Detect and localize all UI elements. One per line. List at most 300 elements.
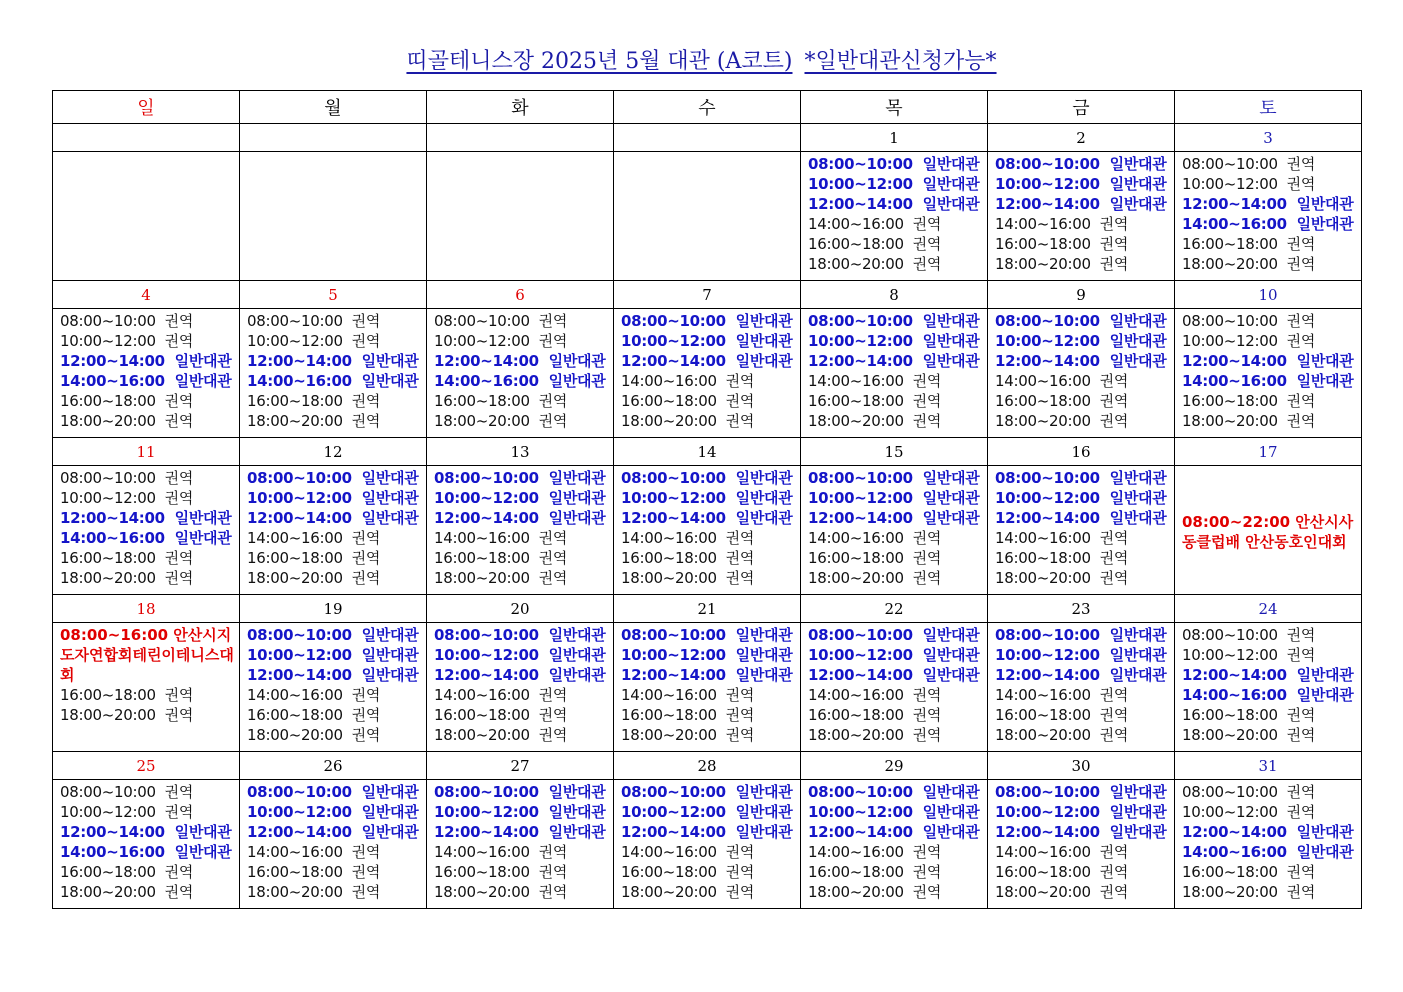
slot-time: 14:00~16:00 bbox=[995, 686, 1091, 704]
slot-booked bbox=[808, 705, 987, 725]
date-number: 3 bbox=[1175, 124, 1362, 152]
slot-label: 일반대관 bbox=[922, 332, 980, 350]
slot-time: 18:00~20:00 bbox=[1182, 412, 1278, 430]
slot-available bbox=[434, 822, 613, 842]
slot-booked bbox=[621, 371, 800, 391]
slot-label: 권역 bbox=[351, 863, 381, 881]
slot-booked bbox=[1182, 645, 1361, 665]
slot-time: 16:00~18:00 bbox=[60, 549, 156, 567]
slot-booked bbox=[247, 411, 426, 431]
slot-label: 일반대관 bbox=[922, 489, 980, 507]
slot-available bbox=[247, 488, 426, 508]
day-schedule-cell bbox=[427, 780, 614, 909]
slot-booked bbox=[1182, 862, 1361, 882]
slot-time: 14:00~16:00 bbox=[621, 372, 717, 390]
slot-time: 08:00~10:00 bbox=[808, 469, 913, 487]
slot-booked bbox=[808, 371, 987, 391]
slot-booked bbox=[247, 548, 426, 568]
slot-label: 권역 bbox=[1286, 155, 1316, 173]
date-number: 8 bbox=[801, 281, 988, 309]
slot-label: 권역 bbox=[164, 489, 194, 507]
event-text: 08:00~16:00 안산시지도자연합회테린이테니스대회 bbox=[60, 626, 234, 684]
slot-label: 권역 bbox=[1286, 332, 1316, 350]
slot-label: 일반대관 bbox=[548, 666, 606, 684]
slot-available bbox=[995, 645, 1174, 665]
slot-time: 14:00~16:00 bbox=[808, 372, 904, 390]
date-number: 14 bbox=[614, 438, 801, 466]
slot-label: 권역 bbox=[164, 469, 194, 487]
slot-label: 일반대관 bbox=[1296, 215, 1354, 233]
slot-available bbox=[1182, 194, 1361, 214]
date-number bbox=[240, 124, 427, 152]
slot-booked bbox=[995, 882, 1174, 902]
slot-booked bbox=[60, 468, 239, 488]
slot-booked bbox=[60, 782, 239, 802]
slot-booked bbox=[621, 411, 800, 431]
day-schedule bbox=[614, 780, 800, 902]
title-sub: *일반대관신청가능* bbox=[804, 49, 997, 74]
slot-booked bbox=[808, 391, 987, 411]
slot-booked bbox=[995, 391, 1174, 411]
slot-booked bbox=[621, 548, 800, 568]
slot-time: 12:00~14:00 bbox=[60, 823, 165, 841]
slot-label: 일반대관 bbox=[922, 626, 980, 644]
slot-time: 18:00~20:00 bbox=[434, 569, 530, 587]
slot-time: 18:00~20:00 bbox=[247, 569, 343, 587]
day-schedule-cell bbox=[53, 466, 240, 595]
slot-available bbox=[808, 782, 987, 802]
day-schedule bbox=[614, 466, 800, 588]
slot-time: 08:00~10:00 bbox=[247, 469, 352, 487]
slot-time: 12:00~14:00 bbox=[808, 352, 913, 370]
slot-label: 일반대관 bbox=[922, 823, 980, 841]
slot-booked bbox=[621, 882, 800, 902]
slot-label: 권역 bbox=[725, 843, 755, 861]
slot-time: 16:00~18:00 bbox=[808, 706, 904, 724]
slot-booked bbox=[995, 725, 1174, 745]
date-row bbox=[53, 438, 1362, 466]
slot-label: 권역 bbox=[725, 726, 755, 744]
slot-label: 권역 bbox=[912, 569, 942, 587]
slot-label: 일반대관 bbox=[1109, 195, 1167, 213]
slot-available bbox=[247, 468, 426, 488]
slot-time: 16:00~18:00 bbox=[995, 706, 1091, 724]
slot-time: 14:00~16:00 bbox=[621, 686, 717, 704]
slot-booked bbox=[1182, 391, 1361, 411]
slot-time: 18:00~20:00 bbox=[808, 412, 904, 430]
day-schedule-cell bbox=[53, 152, 240, 281]
slot-label: 권역 bbox=[538, 549, 568, 567]
slot-label: 일반대관 bbox=[361, 489, 419, 507]
slot-booked bbox=[60, 331, 239, 351]
slot-time: 16:00~18:00 bbox=[434, 706, 530, 724]
day-schedule-cell bbox=[614, 623, 801, 752]
slot-available bbox=[60, 842, 239, 862]
slot-available bbox=[808, 508, 987, 528]
slot-label: 일반대관 bbox=[548, 803, 606, 821]
slot-available bbox=[434, 802, 613, 822]
slot-available bbox=[621, 782, 800, 802]
slot-label: 일반대관 bbox=[174, 372, 232, 390]
day-schedule bbox=[801, 309, 987, 431]
slot-time: 08:00~10:00 bbox=[621, 469, 726, 487]
slot-time: 10:00~12:00 bbox=[60, 803, 156, 821]
slot-available bbox=[60, 528, 239, 548]
slot-time: 14:00~16:00 bbox=[434, 843, 530, 861]
slot-label: 권역 bbox=[912, 255, 942, 273]
slot-label: 일반대관 bbox=[548, 823, 606, 841]
slot-booked bbox=[995, 411, 1174, 431]
slot-available bbox=[434, 625, 613, 645]
slot-booked bbox=[995, 685, 1174, 705]
slot-booked bbox=[808, 842, 987, 862]
day-schedule-cell bbox=[801, 466, 988, 595]
slot-time: 10:00~12:00 bbox=[247, 803, 352, 821]
slot-time: 14:00~16:00 bbox=[808, 843, 904, 861]
slot-available bbox=[247, 508, 426, 528]
slot-time: 12:00~14:00 bbox=[60, 352, 165, 370]
slot-time: 16:00~18:00 bbox=[995, 392, 1091, 410]
slot-label: 일반대관 bbox=[361, 823, 419, 841]
slot-time: 18:00~20:00 bbox=[60, 706, 156, 724]
slot-available bbox=[621, 625, 800, 645]
date-number bbox=[53, 124, 240, 152]
day-schedule-cell bbox=[801, 309, 988, 438]
slot-label: 권역 bbox=[912, 215, 942, 233]
slot-time: 14:00~16:00 bbox=[995, 529, 1091, 547]
schedule-row bbox=[53, 152, 1362, 281]
day-schedule-cell bbox=[53, 309, 240, 438]
day-schedule bbox=[801, 466, 987, 588]
slot-available bbox=[60, 351, 239, 371]
slot-time: 08:00~10:00 bbox=[434, 626, 539, 644]
slot-available bbox=[808, 645, 987, 665]
slot-label: 권역 bbox=[1099, 392, 1129, 410]
slot-booked bbox=[60, 802, 239, 822]
event-text: 08:00~22:00 안산시사동클럽배 안산동호인대회 bbox=[1182, 513, 1354, 551]
slot-booked bbox=[995, 528, 1174, 548]
slot-booked bbox=[995, 705, 1174, 725]
slot-label: 권역 bbox=[912, 412, 942, 430]
slot-available bbox=[621, 645, 800, 665]
slot-time: 08:00~10:00 bbox=[621, 312, 726, 330]
slot-label: 권역 bbox=[164, 706, 194, 724]
day-schedule-cell bbox=[988, 623, 1175, 752]
slot-label: 일반대관 bbox=[922, 803, 980, 821]
slot-time: 12:00~14:00 bbox=[995, 666, 1100, 684]
slot-available bbox=[808, 802, 987, 822]
slot-time: 18:00~20:00 bbox=[434, 412, 530, 430]
slot-time: 14:00~16:00 bbox=[995, 372, 1091, 390]
slot-time: 12:00~14:00 bbox=[60, 509, 165, 527]
slot-label: 일반대관 bbox=[1296, 823, 1354, 841]
slot-label: 일반대관 bbox=[735, 332, 793, 350]
date-row bbox=[53, 595, 1362, 623]
slot-booked bbox=[1182, 802, 1361, 822]
slot-booked bbox=[434, 411, 613, 431]
day-schedule-cell bbox=[988, 466, 1175, 595]
slot-time: 08:00~10:00 bbox=[808, 783, 913, 801]
slot-time: 18:00~20:00 bbox=[621, 726, 717, 744]
slot-available bbox=[995, 351, 1174, 371]
slot-label: 일반대관 bbox=[735, 783, 793, 801]
slot-label: 일반대관 bbox=[548, 646, 606, 664]
slot-time: 16:00~18:00 bbox=[621, 863, 717, 881]
slot-time: 10:00~12:00 bbox=[808, 175, 913, 193]
date-number: 5 bbox=[240, 281, 427, 309]
slot-label: 일반대관 bbox=[735, 509, 793, 527]
slot-label: 권역 bbox=[538, 883, 568, 901]
slot-label: 권역 bbox=[1099, 412, 1129, 430]
day-schedule-cell bbox=[1175, 780, 1362, 909]
slot-available bbox=[434, 488, 613, 508]
slot-booked bbox=[60, 391, 239, 411]
slot-label: 권역 bbox=[1286, 235, 1316, 253]
day-schedule-cell bbox=[53, 780, 240, 909]
slot-time: 12:00~14:00 bbox=[434, 666, 539, 684]
date-number bbox=[427, 124, 614, 152]
day-schedule bbox=[614, 152, 800, 154]
slot-time: 16:00~18:00 bbox=[808, 549, 904, 567]
date-row bbox=[53, 124, 1362, 152]
slot-booked bbox=[60, 311, 239, 331]
date-number: 25 bbox=[53, 752, 240, 780]
day-schedule-cell bbox=[240, 309, 427, 438]
slot-booked bbox=[434, 528, 613, 548]
slot-time: 10:00~12:00 bbox=[995, 175, 1100, 193]
slot-booked bbox=[621, 391, 800, 411]
slot-time: 14:00~16:00 bbox=[1182, 215, 1287, 233]
slot-time: 12:00~14:00 bbox=[434, 823, 539, 841]
slot-available bbox=[247, 665, 426, 685]
slot-label: 일반대관 bbox=[548, 509, 606, 527]
slot-time: 14:00~16:00 bbox=[434, 686, 530, 704]
slot-time: 12:00~14:00 bbox=[621, 823, 726, 841]
slot-available bbox=[808, 154, 987, 174]
day-schedule bbox=[53, 623, 239, 725]
slot-time: 12:00~14:00 bbox=[1182, 352, 1287, 370]
slot-available bbox=[995, 625, 1174, 645]
slot-booked bbox=[621, 685, 800, 705]
slot-label: 일반대관 bbox=[735, 646, 793, 664]
slot-time: 16:00~18:00 bbox=[60, 686, 156, 704]
slot-time: 16:00~18:00 bbox=[247, 549, 343, 567]
slot-label: 일반대관 bbox=[174, 509, 232, 527]
date-number: 30 bbox=[988, 752, 1175, 780]
slot-label: 일반대관 bbox=[361, 666, 419, 684]
slot-available bbox=[808, 665, 987, 685]
slot-time: 16:00~18:00 bbox=[808, 392, 904, 410]
slot-label: 일반대관 bbox=[1109, 783, 1167, 801]
slot-time: 16:00~18:00 bbox=[808, 235, 904, 253]
slot-time: 14:00~16:00 bbox=[60, 843, 165, 861]
slot-available bbox=[247, 645, 426, 665]
slot-available bbox=[621, 822, 800, 842]
slot-time: 16:00~18:00 bbox=[434, 549, 530, 567]
slot-time: 16:00~18:00 bbox=[60, 863, 156, 881]
slot-label: 권역 bbox=[1099, 883, 1129, 901]
slot-time: 08:00~10:00 bbox=[1182, 312, 1278, 330]
slot-label: 권역 bbox=[164, 569, 194, 587]
date-number: 16 bbox=[988, 438, 1175, 466]
slot-available bbox=[808, 351, 987, 371]
page-title bbox=[0, 44, 1403, 75]
slot-time: 10:00~12:00 bbox=[434, 803, 539, 821]
slot-label: 권역 bbox=[164, 783, 194, 801]
slot-booked bbox=[247, 882, 426, 902]
slot-available bbox=[621, 311, 800, 331]
slot-label: 권역 bbox=[912, 843, 942, 861]
slot-time: 10:00~12:00 bbox=[1182, 175, 1278, 193]
date-number: 26 bbox=[240, 752, 427, 780]
slot-available bbox=[808, 822, 987, 842]
slot-label: 일반대관 bbox=[735, 469, 793, 487]
slot-time: 14:00~16:00 bbox=[995, 215, 1091, 233]
slot-label: 권역 bbox=[351, 569, 381, 587]
date-number: 6 bbox=[427, 281, 614, 309]
slot-booked bbox=[808, 882, 987, 902]
slot-label: 권역 bbox=[1099, 726, 1129, 744]
slot-booked bbox=[1182, 331, 1361, 351]
slot-label: 권역 bbox=[1286, 883, 1316, 901]
slot-booked bbox=[247, 842, 426, 862]
day-schedule bbox=[1175, 780, 1361, 902]
slot-time: 10:00~12:00 bbox=[60, 332, 156, 350]
slot-label: 권역 bbox=[912, 726, 942, 744]
slot-booked bbox=[434, 331, 613, 351]
day-schedule bbox=[427, 309, 613, 431]
slot-label: 일반대관 bbox=[1109, 489, 1167, 507]
day-schedule bbox=[988, 623, 1174, 745]
slot-time: 10:00~12:00 bbox=[1182, 646, 1278, 664]
day-schedule-cell bbox=[988, 152, 1175, 281]
slot-booked bbox=[808, 214, 987, 234]
slot-time: 10:00~12:00 bbox=[1182, 803, 1278, 821]
slot-label: 권역 bbox=[538, 686, 568, 704]
slot-time: 12:00~14:00 bbox=[808, 195, 913, 213]
slot-label: 권역 bbox=[164, 412, 194, 430]
slot-label: 일반대관 bbox=[735, 312, 793, 330]
date-number: 22 bbox=[801, 595, 988, 623]
slot-label: 일반대관 bbox=[735, 803, 793, 821]
slot-time: 16:00~18:00 bbox=[1182, 706, 1278, 724]
slot-time: 08:00~10:00 bbox=[60, 783, 156, 801]
slot-time: 14:00~16:00 bbox=[1182, 843, 1287, 861]
slot-available bbox=[621, 802, 800, 822]
slot-time: 16:00~18:00 bbox=[1182, 392, 1278, 410]
slot-booked bbox=[808, 862, 987, 882]
slot-time: 14:00~16:00 bbox=[60, 529, 165, 547]
slot-time: 12:00~14:00 bbox=[621, 509, 726, 527]
slot-label: 일반대관 bbox=[361, 352, 419, 370]
slot-label: 일반대관 bbox=[361, 509, 419, 527]
slot-booked bbox=[434, 568, 613, 588]
slot-available bbox=[1182, 822, 1361, 842]
slot-time: 10:00~12:00 bbox=[621, 332, 726, 350]
slot-time: 08:00~10:00 bbox=[621, 626, 726, 644]
day-schedule-cell bbox=[1175, 309, 1362, 438]
slot-time: 14:00~16:00 bbox=[434, 372, 539, 390]
day-schedule-cell bbox=[240, 152, 427, 281]
weekday-sat: 토 bbox=[1175, 91, 1362, 124]
date-number: 2 bbox=[988, 124, 1175, 152]
slot-label: 일반대관 bbox=[922, 175, 980, 193]
slot-label: 권역 bbox=[164, 332, 194, 350]
date-number: 18 bbox=[53, 595, 240, 623]
slot-booked bbox=[808, 548, 987, 568]
slot-label: 권역 bbox=[1286, 312, 1316, 330]
slot-label: 권역 bbox=[538, 726, 568, 744]
slot-label: 일반대관 bbox=[735, 666, 793, 684]
slot-available bbox=[995, 194, 1174, 214]
day-schedule bbox=[988, 466, 1174, 588]
slot-available bbox=[247, 822, 426, 842]
slot-time: 12:00~14:00 bbox=[808, 666, 913, 684]
slot-booked bbox=[1182, 411, 1361, 431]
slot-time: 14:00~16:00 bbox=[1182, 372, 1287, 390]
day-schedule bbox=[240, 466, 426, 588]
slot-label: 권역 bbox=[351, 686, 381, 704]
slot-label: 일반대관 bbox=[174, 529, 232, 547]
slot-available bbox=[808, 331, 987, 351]
slot-booked bbox=[434, 882, 613, 902]
slot-time: 10:00~12:00 bbox=[60, 489, 156, 507]
slot-label: 일반대관 bbox=[174, 843, 232, 861]
date-number: 27 bbox=[427, 752, 614, 780]
day-schedule-cell bbox=[614, 466, 801, 595]
slot-time: 12:00~14:00 bbox=[1182, 195, 1287, 213]
slot-label: 권역 bbox=[164, 883, 194, 901]
day-schedule bbox=[801, 780, 987, 902]
slot-label: 일반대관 bbox=[922, 666, 980, 684]
slot-label: 권역 bbox=[538, 529, 568, 547]
slot-label: 권역 bbox=[1099, 529, 1129, 547]
slot-label: 일반대관 bbox=[1296, 372, 1354, 390]
slot-time: 12:00~14:00 bbox=[247, 666, 352, 684]
slot-booked bbox=[995, 842, 1174, 862]
slot-booked bbox=[621, 725, 800, 745]
slot-time: 16:00~18:00 bbox=[1182, 235, 1278, 253]
slot-label: 권역 bbox=[725, 686, 755, 704]
slot-label: 일반대관 bbox=[922, 155, 980, 173]
slot-label: 권역 bbox=[351, 843, 381, 861]
date-number: 17 bbox=[1175, 438, 1362, 466]
slot-available bbox=[60, 508, 239, 528]
slot-label: 권역 bbox=[725, 549, 755, 567]
slot-available bbox=[621, 488, 800, 508]
slot-label: 일반대관 bbox=[922, 783, 980, 801]
slot-available bbox=[1182, 842, 1361, 862]
slot-label: 일반대관 bbox=[1109, 352, 1167, 370]
slot-booked bbox=[995, 371, 1174, 391]
slot-available bbox=[621, 508, 800, 528]
slot-time: 12:00~14:00 bbox=[995, 509, 1100, 527]
slot-booked bbox=[621, 705, 800, 725]
weekday-tue: 화 bbox=[427, 91, 614, 124]
slot-label: 권역 bbox=[1099, 235, 1129, 253]
slot-label: 권역 bbox=[538, 332, 568, 350]
slot-label: 권역 bbox=[1099, 706, 1129, 724]
slot-time: 10:00~12:00 bbox=[621, 489, 726, 507]
date-number: 1 bbox=[801, 124, 988, 152]
day-schedule bbox=[53, 152, 239, 154]
day-schedule bbox=[614, 623, 800, 745]
slot-booked bbox=[434, 548, 613, 568]
slot-available bbox=[808, 468, 987, 488]
weekday-sun: 일 bbox=[53, 91, 240, 124]
slot-label: 권역 bbox=[164, 392, 194, 410]
slot-time: 08:00~10:00 bbox=[995, 312, 1100, 330]
